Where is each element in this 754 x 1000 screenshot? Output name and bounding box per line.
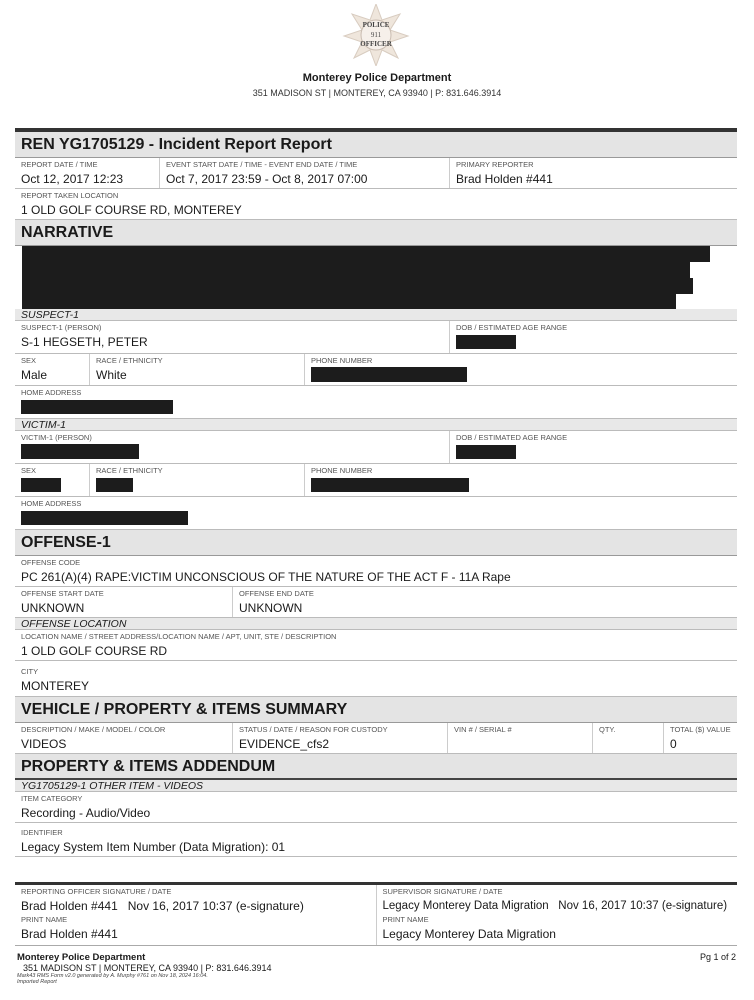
field-label: CITY (21, 667, 39, 676)
suspect-race: White (96, 368, 127, 382)
field-label: PHONE NUMBER (311, 466, 373, 475)
field-label: ITEM CATEGORY (21, 794, 83, 803)
vehicle-heading: VEHICLE / PROPERTY & ITEMS SUMMARY (15, 697, 737, 723)
vehicle-status: EVIDENCE_cfs2 (239, 737, 330, 751)
page-number: Pg 1 of 2 (699, 952, 736, 962)
field-label: RACE / ETHNICITY (96, 356, 163, 365)
offense-code: PC 261(A)(4) RAPE:VICTIM UNCONSCIOUS OF THE NATURE OF THE ACT F - 11A Rape (21, 570, 511, 584)
redaction (22, 246, 710, 262)
redaction (22, 278, 693, 294)
field-label: PRIMARY REPORTER (456, 160, 534, 169)
vehicle-description: VIDEOS (21, 737, 67, 751)
field-label: DOB / ESTIMATED AGE RANGE (456, 323, 568, 332)
field-label: SEX (21, 466, 37, 475)
addendum-item-heading: YG1705129-1 OTHER ITEM - VIDEOS (15, 780, 737, 792)
signature-block (15, 882, 737, 946)
suspect-heading: SUSPECT-1 (15, 309, 737, 321)
redaction (22, 262, 690, 279)
field-label: HOME ADDRESS (21, 388, 82, 397)
offense-location: 1 OLD GOLF COURSE RD (21, 644, 168, 658)
report-info-row (15, 158, 737, 189)
field-label: SUPERVISOR SIGNATURE / DATE (382, 887, 503, 896)
redaction (22, 293, 676, 309)
item-identifier: Legacy System Item Number (Data Migration): 01 (21, 840, 286, 854)
field-label: EVENT START DATE / TIME - EVENT END DATE / TIME (166, 160, 358, 169)
redaction (21, 444, 139, 459)
addendum-heading: PROPERTY & ITEMS ADDENDUM (15, 754, 737, 780)
redaction (311, 478, 469, 492)
redaction (311, 367, 467, 382)
footer-address: 351 MADISON ST | MONTEREY, CA 93940 | P: 831.646.3914 (23, 963, 272, 973)
police-badge-logo (342, 4, 410, 66)
field-label: REPORTING OFFICER SIGNATURE / DATE (21, 887, 172, 896)
officer-print-name: Brad Holden #441 (21, 927, 118, 941)
redaction (456, 445, 516, 459)
field-label: PRINT NAME (21, 915, 68, 924)
suspect-name: S-1 HEGSETH, PETER (21, 335, 148, 349)
field-label: REPORT DATE / TIME (21, 160, 98, 169)
incident-report (15, 128, 737, 857)
page-footer (17, 952, 271, 985)
offense-end: UNKNOWN (239, 601, 303, 615)
offense-heading: OFFENSE-1 (15, 530, 737, 556)
redaction (21, 478, 61, 492)
redaction (21, 511, 188, 525)
redaction (456, 335, 516, 349)
field-label: PHONE NUMBER (311, 356, 373, 365)
department-address: 351 MADISON ST | MONTEREY, CA 93940 | P: 831.646.3914 (252, 88, 502, 98)
supervisor-signature: Legacy Monterey Data Migration Nov 16, 2017 10:37 (e-signature) (382, 900, 728, 912)
field-label: OFFENSE END DATE (239, 589, 314, 598)
footer-imported: Imported Report (17, 979, 57, 985)
svg-text:911: 911 (370, 31, 382, 39)
event-dates: Oct 7, 2017 23:59 - Oct 8, 2017 07:00 (166, 172, 368, 186)
report-date: Oct 12, 2017 12:23 (21, 172, 124, 186)
victim-heading: VICTIM-1 (15, 419, 737, 431)
suspect-sex: Male (21, 368, 48, 382)
field-label: SEX (21, 356, 37, 365)
field-label: STATUS / DATE / REASON FOR CUSTODY (239, 725, 388, 734)
svg-text:POLICE: POLICE (362, 21, 390, 29)
field-label: PRINT NAME (382, 915, 429, 924)
item-category: Recording - Audio/Video (21, 806, 151, 820)
redaction (21, 400, 173, 414)
officer-signature: Brad Holden #441 Nov 16, 2017 10:37 (e-signature) (21, 899, 304, 913)
report-location: 1 OLD GOLF COURSE RD, MONTEREY (21, 203, 242, 217)
primary-reporter: Brad Holden #441 (456, 172, 553, 186)
field-label: RACE / ETHNICITY (96, 466, 163, 475)
field-label: OFFENSE CODE (21, 558, 81, 567)
footer-generated: Mark43 RMS Form v2.0 generated by A. Murphy #761 on Nov 18, 2024 16:04. (17, 973, 208, 979)
field-label: SUSPECT-1 (PERSON) (21, 323, 102, 332)
vehicle-total: 0 (670, 737, 677, 751)
supervisor-print-name: Legacy Monterey Data Migration (382, 927, 556, 941)
field-label: VICTIM-1 (PERSON) (21, 433, 92, 442)
redaction (96, 478, 133, 492)
offense-location-heading: OFFENSE LOCATION (15, 618, 737, 630)
field-label: DOB / ESTIMATED AGE RANGE (456, 433, 568, 442)
field-label: IDENTIFIER (21, 828, 63, 837)
offense-start: UNKNOWN (21, 601, 85, 615)
field-label: LOCATION NAME / STREET ADDRESS/LOCATION NAME / APT, UNIT, STE / DESCRIPTION (21, 632, 337, 641)
narrative-body (15, 246, 737, 309)
department-name: Monterey Police Department (302, 72, 452, 84)
field-label: HOME ADDRESS (21, 499, 82, 508)
report-title: REN YG1705129 - Incident Report Report (15, 132, 737, 158)
field-label: DESCRIPTION / MAKE / MODEL / COLOR (21, 725, 166, 734)
narrative-heading: NARRATIVE (15, 220, 737, 246)
field-label: REPORT TAKEN LOCATION (21, 191, 119, 200)
field-label: QTY. (599, 725, 616, 734)
field-label: VIN # / SERIAL # (454, 725, 512, 734)
offense-city: MONTEREY (21, 679, 90, 693)
field-label: OFFENSE START DATE (21, 589, 104, 598)
svg-text:OFFICER: OFFICER (360, 40, 392, 48)
footer-department: Monterey Police Department (17, 952, 146, 963)
field-label: TOTAL ($) VALUE (670, 725, 731, 734)
